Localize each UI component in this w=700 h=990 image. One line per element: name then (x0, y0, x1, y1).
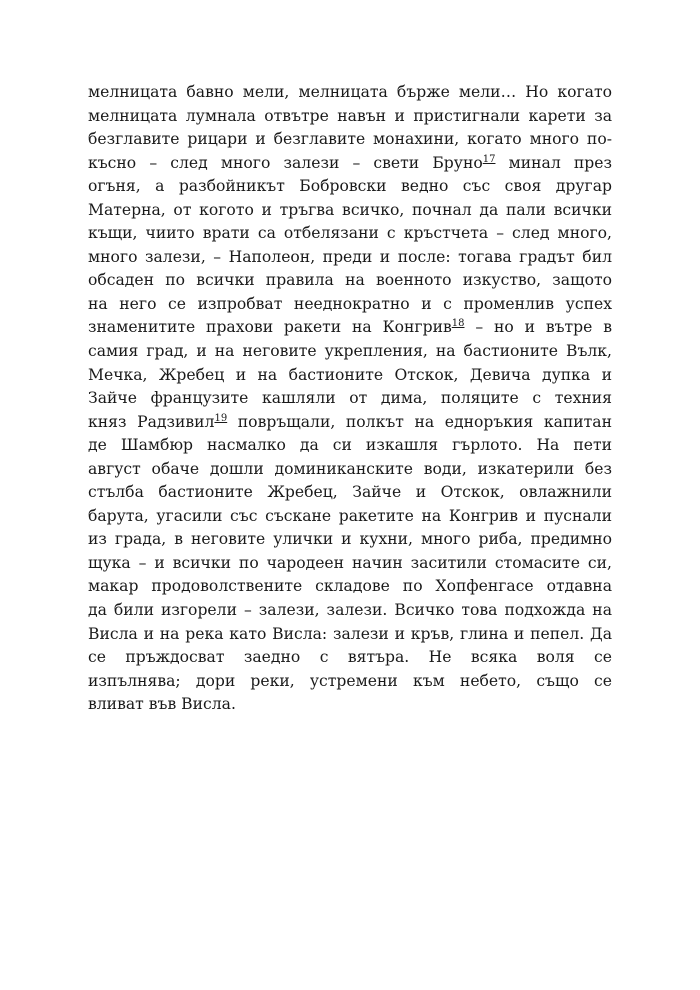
text-line (88, 623, 612, 647)
text-line (88, 128, 612, 152)
text-segment: из града, в неговите улички и кухни, много риба, предимно (88, 530, 612, 549)
text-line (88, 199, 612, 223)
text-segment: безглавите рицари и безглавите монахини, когато много по- (88, 130, 612, 149)
text-segment: да били изгорели – залези, залези. Всичко това подхожда на (88, 601, 612, 620)
text-line (88, 340, 612, 364)
text-line (88, 646, 612, 670)
text-line (88, 269, 612, 293)
text-line (88, 81, 612, 105)
text-line (88, 411, 612, 435)
text-line (88, 670, 612, 694)
text-segment: обсаден по всички правила на военното изкуство, защото (88, 271, 612, 290)
text-line (88, 246, 612, 270)
text-line (88, 175, 612, 199)
text-segment: – но и вътре в (464, 318, 612, 337)
footnote-ref[interactable]: 18 (451, 318, 465, 330)
text-line (88, 552, 612, 576)
text-segment: повръщали, полкът на едноръкия капитан (227, 412, 612, 431)
text-segment: самия град, и на неговите укрепления, на бастионите Вълк, (88, 342, 612, 361)
text-segment: Матерна, от когото и тръгва всичко, почнал да пали всички (88, 200, 612, 219)
text-segment: вливат във Висла. (88, 695, 236, 714)
text-segment: де Шамбюр насмалко да си изкашля гърлото. На пети (88, 436, 612, 455)
text-segment: на него се изпробват нееднократно и с променлив успех (88, 294, 612, 313)
text-segment: знаменитите прахови ракети на Конгрив (88, 318, 452, 337)
text-line (88, 152, 612, 176)
text-segment: княз Радзивил (88, 412, 215, 431)
text-line (88, 222, 612, 246)
text-segment: минал през (495, 153, 612, 172)
text-segment: мелницата бавно мели, мелницата бърже мели… Но когато (88, 83, 612, 101)
text-segment: къщи, чиито врати са отбелязани с кръстчета – след много, (88, 224, 612, 243)
text-line (88, 481, 612, 505)
text-segment: много залези, – Наполеон, преди и после: тогава градът бил (88, 247, 612, 266)
text-segment: макар продоволствените складове по Хопфенгасе отдавна (88, 577, 612, 596)
text-segment: стълба бастионите Жребец, Зайче и Отскок, овлажнили (88, 483, 612, 502)
text-line (88, 434, 612, 458)
text-segment: август обаче дошли доминиканските води, изкатерили без (88, 459, 612, 478)
text-line (88, 693, 612, 717)
footnote-ref[interactable]: 17 (482, 153, 496, 165)
footnote-ref[interactable]: 19 (214, 412, 228, 424)
text-segment: щука – и всички по чародеен начин заситили стомасите си, (88, 553, 612, 572)
text-line (88, 364, 612, 388)
text-line (88, 105, 612, 129)
text-line (88, 528, 612, 552)
body-text (88, 81, 612, 717)
text-segment: изпълнява; дори реки, устремени към небето, също се (88, 671, 612, 690)
text-segment: късно – след много залези – свети Бруно (88, 153, 483, 172)
text-line (88, 387, 612, 411)
text-segment: огъня, а разбойникът Бобровски ведно със своя другар (88, 177, 612, 196)
text-segment: Мечка, Жребец и на бастионите Отскок, Девича дупка и (88, 365, 612, 384)
text-segment: Висла и на река като Висла: залези и кръв, глина и пепел. Да (88, 624, 612, 643)
text-line (88, 458, 612, 482)
text-line (88, 575, 612, 599)
text-segment: се пръждосват заедно с вятъра. Не всяка воля се (88, 648, 612, 667)
text-segment: Зайче французите кашляли от дима, поляците с техния (88, 389, 612, 408)
text-segment: мелницата лумнала отвътре навън и пристигнали карети за (88, 106, 612, 125)
text-line (88, 316, 612, 340)
text-line (88, 599, 612, 623)
text-line (88, 293, 612, 317)
text-line (88, 505, 612, 529)
text-segment: барута, угасили със съскане ракетите на Конгрив и пуснали (88, 506, 612, 525)
